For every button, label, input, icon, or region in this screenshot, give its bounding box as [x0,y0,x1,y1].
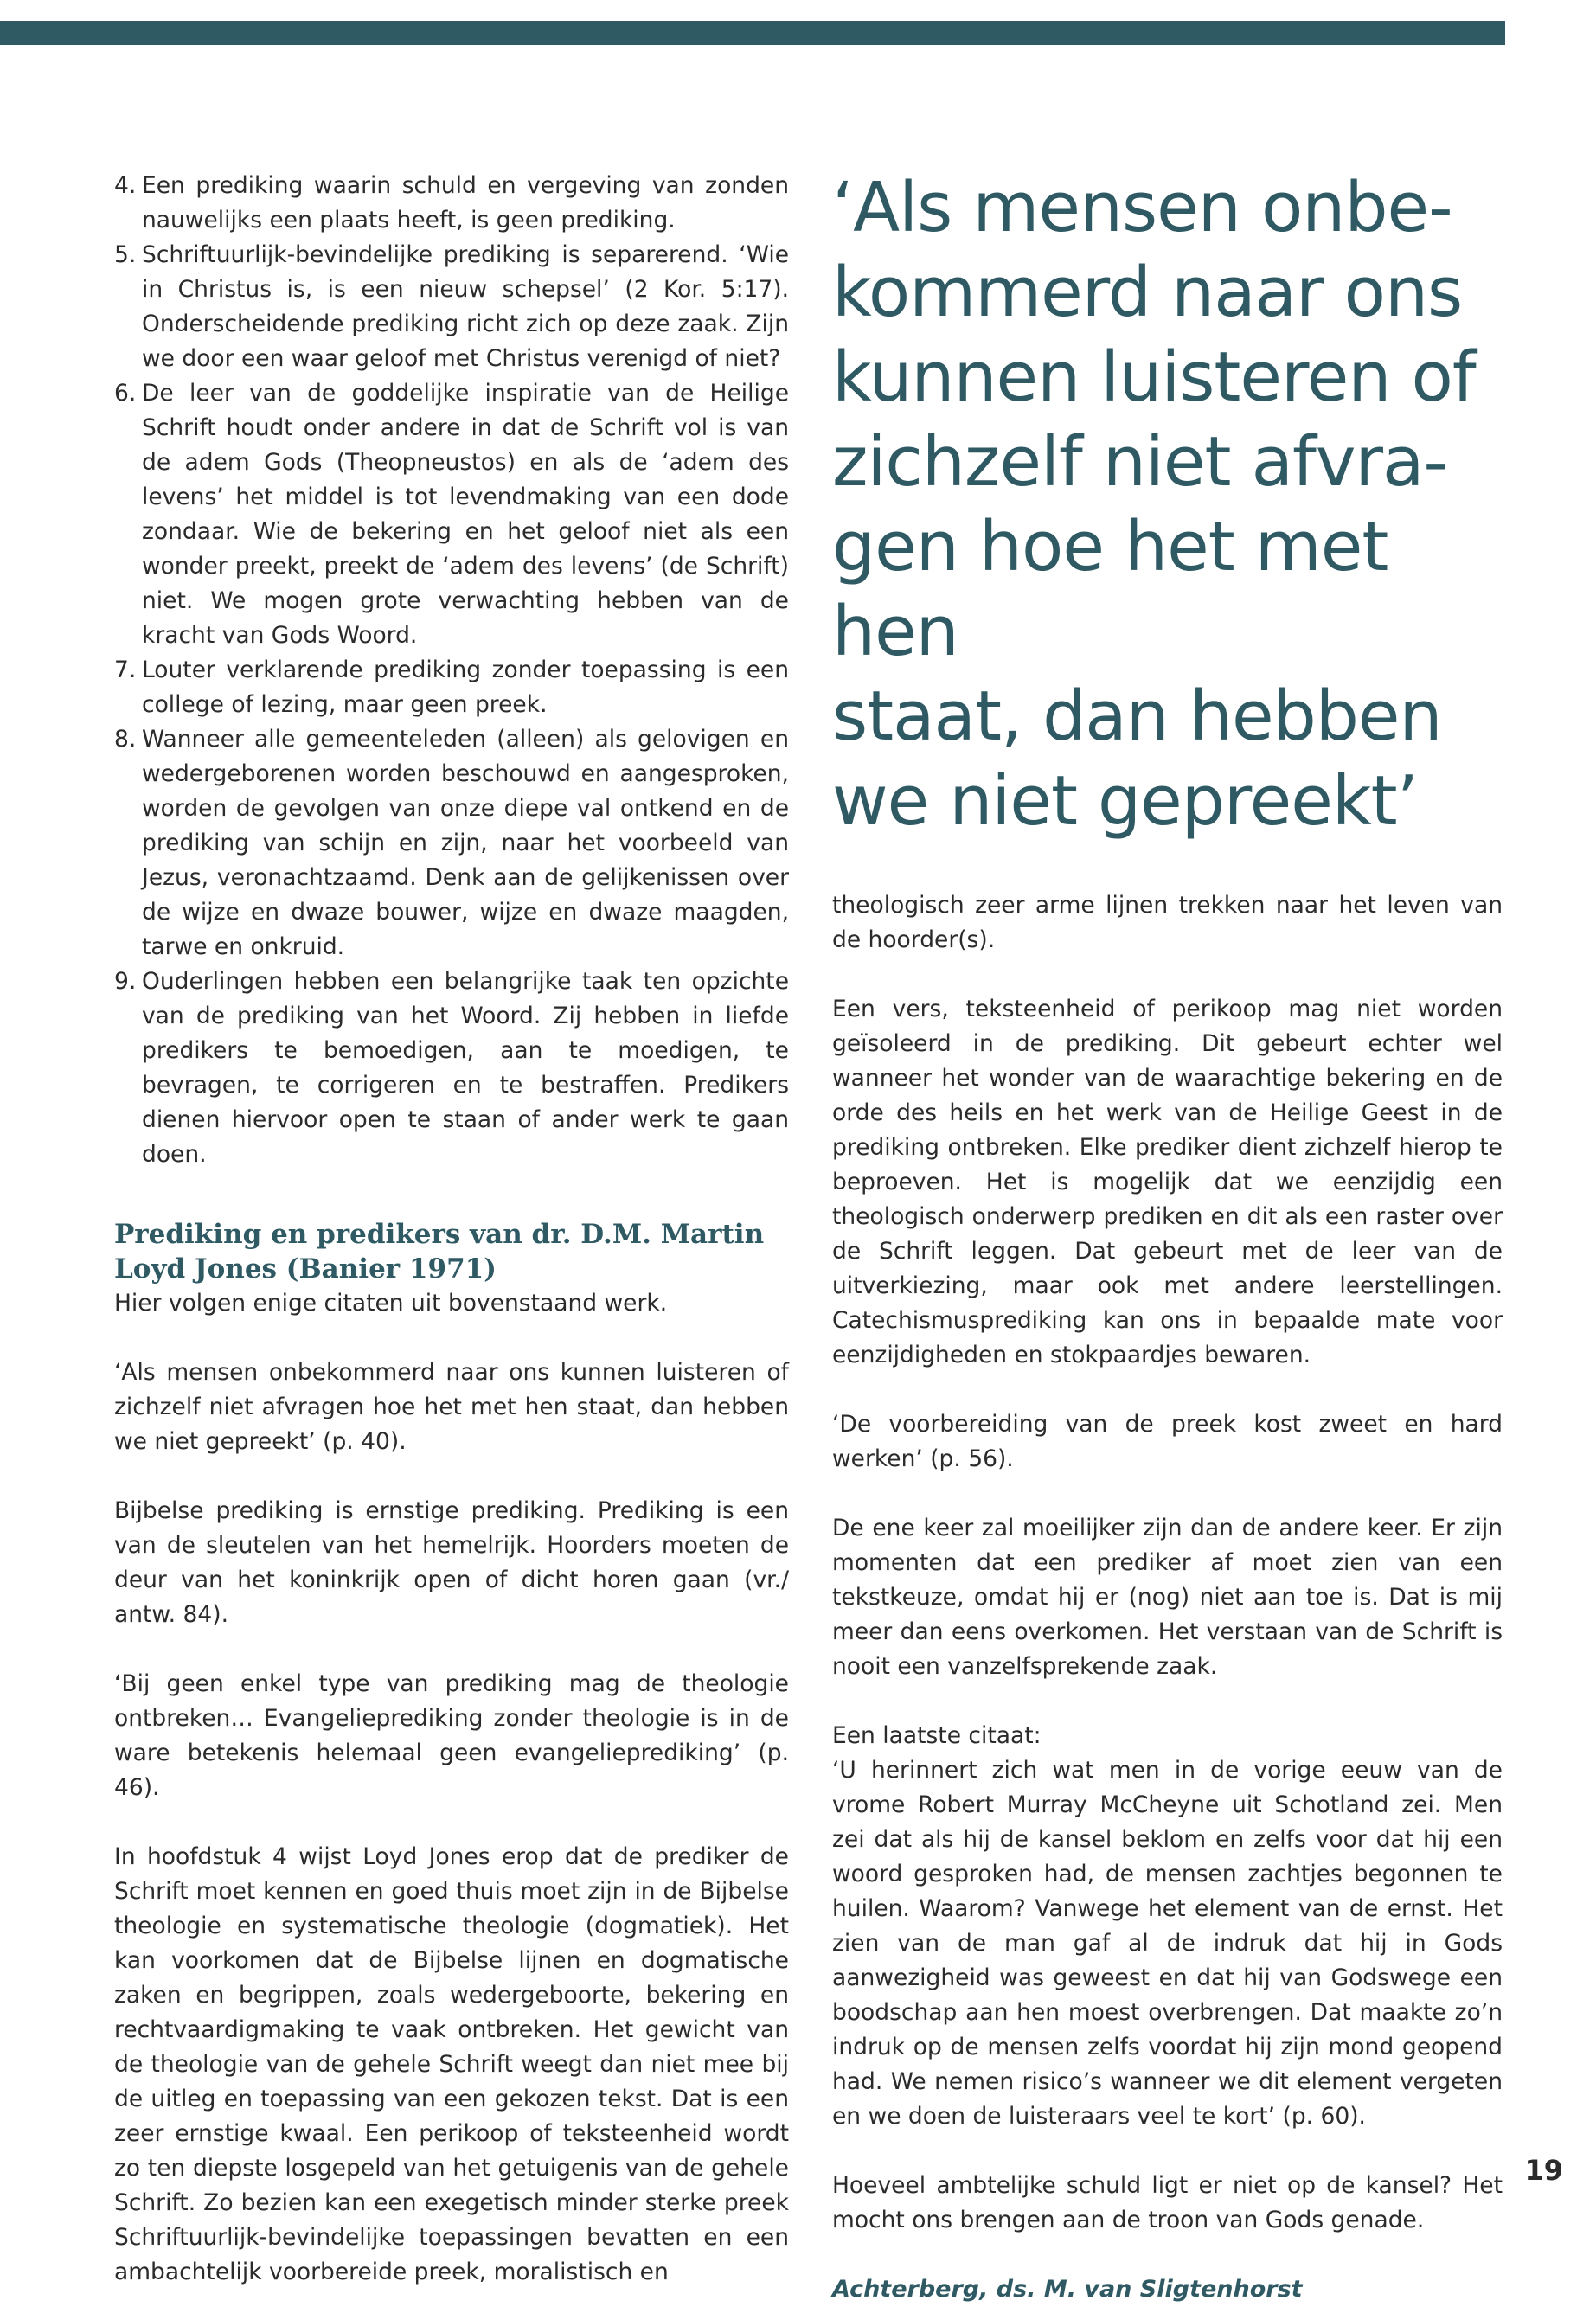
right-column [832,169,1503,2307]
list-text: Louter verklarende prediking zonder toepassing is een college of lezing, maar geen preek. [142,657,789,718]
list-text: Ouderlingen hebben een belangrijke taak ten opzichte van de prediking van het Woord. Zij hebben in liefde predikers te bemoedigen, aan te moedigen, te bevragen, te corrigeren en te bestraffen. Predikers dienen hiervoor open te staan of ander werk te gaan doen. [142,968,789,1168]
header-bar [0,21,1505,45]
list-number: 9. [114,968,137,995]
body-paragraph: Hoeveel ambtelijke schuld ligt er niet op de kansel? Het mocht ons brengen aan de troon van Gods genade. [832,2172,1503,2233]
quote-paragraph: Een laatste citaat: ‘U herinnert zich wat men in de vorige eeuw van de vrome Robert Murray McCheyne uit Schotland zei. Men zei dat als hij de kansel beklom en zelfs voor dat hij een woord gesproken had, de mensen zachtjes begonnen te huilen. Waarom? Vanwege het element van de ernst. Het zien van de man gaf al de indruk dat hij in Gods aanwezigheid was geweest en dat hij van Godswege een boodschap aan hen moest overbrengen. Dat maakte zo’n indruk op de mensen zelfs voordat hij zijn mond geopend had. We nemen risico’s wanneer we dit element vergeten en we doen de luisteraars veel te kort’ (p. 60). [832,1722,1503,2130]
quote-paragraph: ‘Bij geen enkel type van prediking mag de theologie ontbreken… Evangelieprediking zonder theologie is in de ware betekenis helemaal geen evangelieprediking’ (p. 46). [114,1670,789,1801]
author-signature: Achterberg, ds. M. van Sligtenhorst [832,2276,1303,2303]
quote-paragraph: ‘De voorbereiding van de preek kost zweet en hard werken’ (p. 56). [832,1411,1503,1472]
list-item [114,722,789,964]
left-column [114,169,789,2290]
list-item [114,376,789,653]
list-item [114,653,789,722]
intro-paragraph: Hier volgen enige citaten uit bovenstaand werk. [114,1290,668,1317]
list-text: Schriftuurlijk-bevindelijke prediking is separerend. ‘Wie in Christus is, is een nieuw schepsel’ (2 Kor. 5:17). Onderscheidende prediking richt zich op deze zaak. Zijn we door een waar geloof met Christus verenigd of niet? [142,241,789,372]
section-heading: Prediking en predikers van dr. D.M. Martin Loyd Jones (Banier 1971) [114,1219,765,1285]
list-item [114,238,789,376]
list-number: 6. [114,380,137,407]
body-paragraph: theologisch zeer arme lijnen trekken naar het leven van de hoorder(s). [832,892,1503,953]
pull-quote: ‘Als mensen onbe- kommerd naar ons kunnen luisteren of zichzelf niet afvra- gen hoe het met hen staat, dan hebben we niet gepreekt’ [832,168,1476,841]
body-paragraph: Een vers, teksteenheid of perikoop mag niet worden geïsoleerd in de prediking. Dit gebeurt echter wel wanneer het wonder van de waarachtige bekering en de orde des heils en het werk van de Heilige Geest in de prediking ontbreken. Elke prediker dient zichzelf hierop te beproeven. Het is mogelijk dat we eenzijdig een theologisch onderwerp prediken en dit als een raster over de Schrift leggen. Dat gebeurt met de leer van de uitverkiezing, maar ook met andere leerstellingen. Catechismusprediking kan ons in bepaalde mate voor eenzijdigheden en stokpaardjes bewaren. [832,996,1503,1368]
list-number: 7. [114,657,137,683]
page-number: 19 [1524,2154,1563,2187]
numbered-list [114,169,789,1172]
list-number: 5. [114,241,137,268]
body-paragraph: Bijbelse prediking is ernstige prediking. Prediking is een van de sleutelen van het hemelrijk. Hoorders moeten de deur van het koninkrijk open of dicht horen gaan (vr./ antw. 84). [114,1497,789,1628]
list-item [114,169,789,238]
list-number: 8. [114,726,137,753]
list-text: Wanneer alle gemeenteleden (alleen) als gelovigen en wedergeborenen worden beschouwd en aangesproken, worden de gevolgen van onze diepe val ontkend en de prediking van schijn en zijn, naar het voorbeeld van Jezus, veronachtzaamd. Denk aan de gelijkenissen over de wijze en dwaze bouwer, wijze en dwaze maagden, tarwe en onkruid. [142,726,789,960]
body-paragraph: De ene keer zal moeilijker zijn dan de andere keer. Er zijn momenten dat een prediker af moet zien van een tekstkeuze, omdat hij er (nog) niet aan toe is. Dat is mij meer dan eens overkomen. Het verstaan van de Schrift is nooit een vanzelfsprekende zaak. [832,1515,1503,1680]
list-number: 4. [114,172,137,199]
body-paragraph: In hoofdstuk 4 wijst Loyd Jones erop dat de prediker de Schrift moet kennen en goed thuis moet zijn in de Bijbelse theologie en systematische theologie (dogmatiek). Het kan voorkomen dat de Bijbelse lijnen en dogmatische zaken en begrippen, zoals wedergeboorte, bekering en rechtvaardigmaking te vaak ontbreken. Het gewicht van de theologie van de gehele Schrift weegt dan niet mee bij de uitleg en toepassing van een gekozen tekst. Dat is een zeer ernstige kwaal. Een perikoop of teksteenheid wordt zo ten diepste losgepeld van het getuigenis van de gehele Schrift. Zo bezien kan een exegetisch minder sterke preek Schriftuurlijk-bevindelijke toepassingen bevatten en een ambachtelijk voorbereide preek, moralistisch en [114,1843,789,2285]
list-item [114,964,789,1172]
list-text: Een prediking waarin schuld en vergeving van zonden nauwelijks een plaats heeft, is geen prediking. [142,172,789,234]
quote-paragraph: ‘Als mensen onbekommerd naar ons kunnen luisteren of zichzelf niet afvragen hoe het met hen staat, dan hebben we niet gepreekt’ (p. 40). [114,1359,789,1455]
list-text: De leer van de goddelijke inspiratie van de Heilige Schrift houdt onder andere in dat de Schrift vol is van de adem Gods (Theopneustos) en als de ‘adem des levens’ het middel is tot levendmaking van een dode zondaar. Wie de bekering en het geloof niet als een wonder preekt, preekt de ‘adem des levens’ (de Schrift) niet. We mogen grote verwachting hebben van de kracht van Gods Woord. [142,380,789,649]
